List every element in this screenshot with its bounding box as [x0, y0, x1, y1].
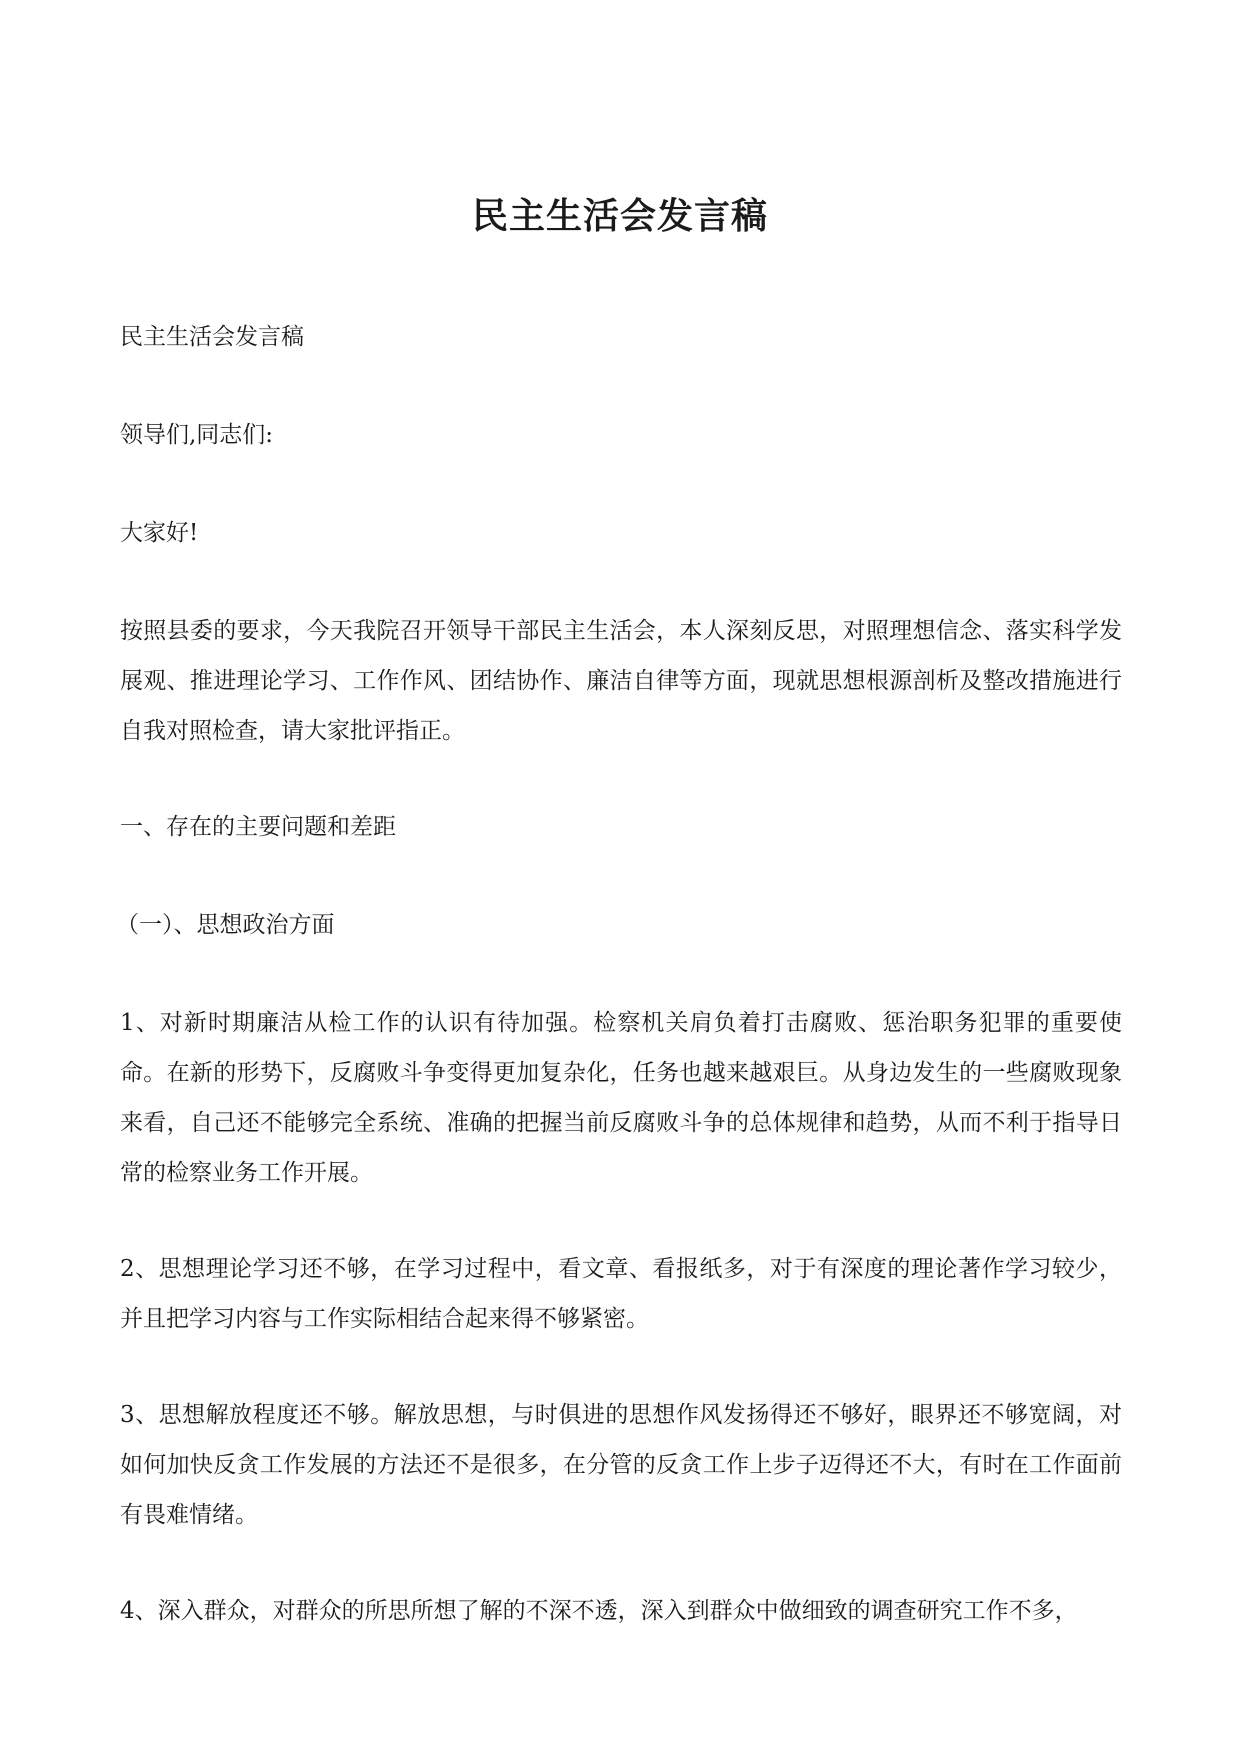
item-paragraph-3: 3、思想解放程度还不够。解放思想，与时俱进的思想作风发扬得还不够好，眼界还不够宽阔，对如何加快反贪工作发展的方法还不是很多，在分管的反贪工作上步子迈得还不大，有时在工作面前有畏难情绪。 — [120, 1402, 1122, 1528]
greeting-paragraph: 大家好! — [120, 520, 199, 546]
salutation-paragraph: 领导们,同志们: — [120, 422, 274, 448]
intro-paragraph: 按照县委的要求，今天我院召开领导干部民主生活会，本人深刻反思，对照理想信念、落实科学发展观、推进理论学习、工作作风、团结协作、廉洁自律等方面，现就思想根源剖析及整改措施进行自我对照检查，请大家批评指正。 — [120, 618, 1122, 744]
item-paragraph-2: 2、思想理论学习还不够，在学习过程中，看文章、看报纸多，对于有深度的理论著作学习较少，并且把学习内容与工作实际相结合起来得不够紧密。 — [120, 1256, 1122, 1332]
section-heading: 一、存在的主要问题和差距 — [120, 814, 396, 840]
item-paragraph-4: 4、深入群众，对群众的所思所想了解的不深不透，深入到群众中做细致的调查研究工作不多， — [120, 1598, 1078, 1624]
item-paragraph-1: 1、对新时期廉洁从检工作的认识有待加强。检察机关肩负着打击腐败、惩治职务犯罪的重要使命。在新的形势下，反腐败斗争变得更加复杂化，任务也越来越艰巨。从身边发生的一些腐败现象来看，自己还不能够完全系统、准确的把握当前反腐败斗争的总体规律和趋势，从而不利于指导日常的检察业务工作开展。 — [120, 1010, 1122, 1186]
subsection-heading: （一）、思想政治方面 — [116, 912, 335, 938]
document-title: 民主生活会发言稿 — [471, 195, 768, 237]
subtitle-paragraph: 民主生活会发言稿 — [120, 324, 304, 350]
